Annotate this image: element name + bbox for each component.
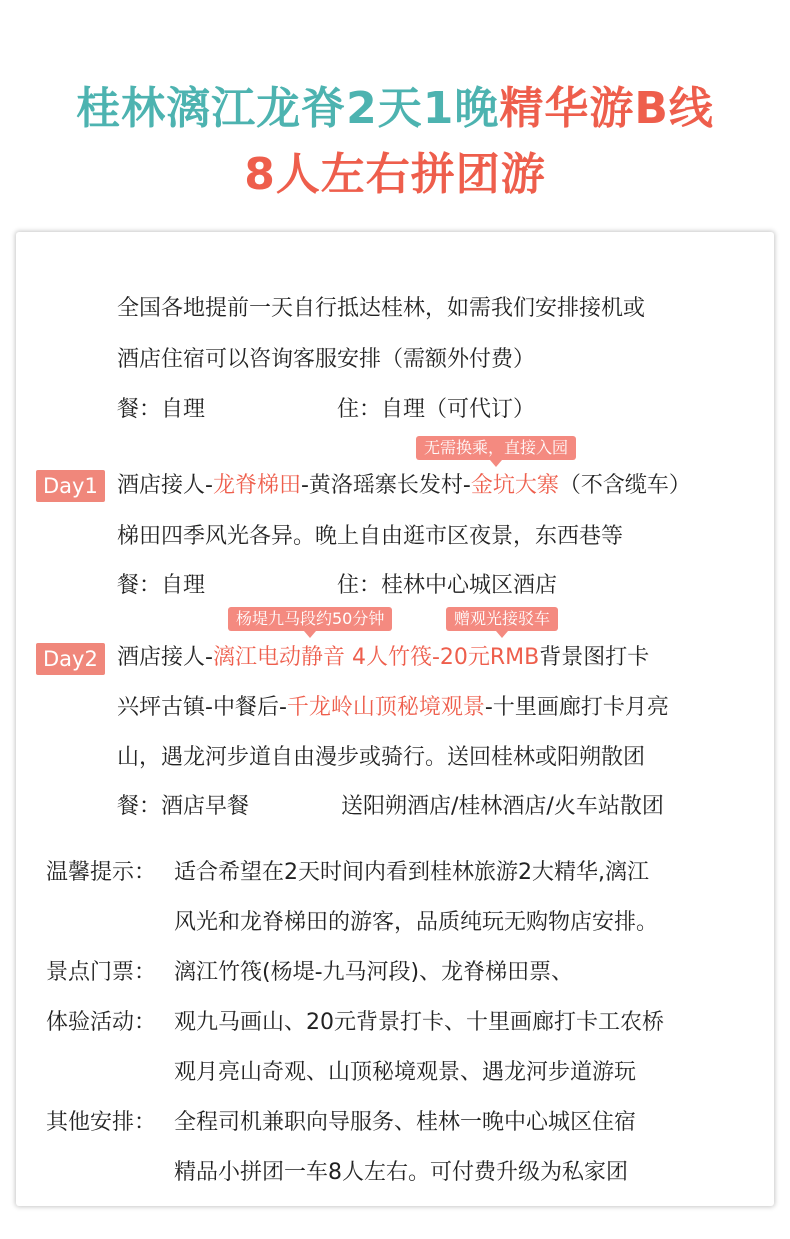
title-part-teal: 桂林漓江龙脊2天1晚: [76, 83, 500, 134]
tips-line2: 风光和龙脊梯田的游客，品质纯玩无购物店安排。: [174, 910, 659, 935]
day1-badge: Day1: [36, 470, 105, 502]
itinerary-card: [16, 232, 774, 1206]
day1-seg-huangluo: -黄洛瑶寨长发村-: [300, 473, 471, 498]
day1-tip: 无需换乘，直接入园: [416, 436, 576, 460]
page-title-line1: [0, 72, 790, 136]
tips-line1: 适合希望在2天时间内看到桂林旅游2大精华,漓江: [174, 860, 649, 885]
day1-route: [117, 471, 691, 501]
other-label: 其他安排：: [46, 1110, 157, 1135]
other-line1: 全程司机兼职向导服务、桂林一晚中心城区住宿: [174, 1110, 637, 1135]
day2-stay: 送阳朔酒店/桂林酒店/火车站散团: [341, 794, 664, 819]
day2-route: [117, 643, 649, 673]
day2-seg-shili: -十里画廊打卡月亮: [484, 695, 669, 720]
day2-line2: [117, 693, 669, 723]
tips-label: 温馨提示：: [46, 860, 157, 885]
day2-tip-boat: 杨堤九马段约50分钟: [228, 607, 392, 631]
day2-seg-photo: 背景图打卡: [539, 645, 650, 670]
intro-line1: 全国各地提前一天自行抵达桂林，如需我们安排接机或: [117, 296, 646, 321]
day2-line3: 山，遇龙河步道自由漫步或骑行。送回桂林或阳朔散团: [117, 745, 646, 770]
day2-meal: 餐：酒店早餐: [117, 794, 250, 819]
day1-seg-pickup: 酒店接人-: [117, 473, 213, 498]
ticket-line1: 漓江竹筏(杨堤-九马河段)、龙脊梯田票、: [174, 960, 574, 985]
experience-line1: 观九马画山、20元背景打卡、十里画廊打卡工农桥: [174, 1010, 664, 1035]
day1-seg-note: （不含缆车）: [558, 473, 691, 498]
day1-meal: 餐：自理: [117, 573, 206, 598]
day2-seg-qianlongling: 千龙岭山顶秘境观景: [286, 695, 485, 720]
other-line2: 精品小拼团一车8人左右。可付费升级为私家团: [174, 1160, 628, 1185]
experience-label: 体验活动：: [46, 1010, 157, 1035]
intro-stay: 住：自理（可代订）: [337, 397, 536, 422]
day1-stay: 住：桂林中心城区酒店: [337, 573, 558, 598]
day1-seg-longji: 龙脊梯田: [212, 473, 301, 498]
day2-seg-pickup: 酒店接人-: [117, 645, 213, 670]
page-title-line2: 8人左右拼团游: [244, 149, 546, 200]
day2-seg-raft: 漓江电动静音 4人竹筏-20元RMB: [212, 645, 540, 670]
intro-line2: 酒店住宿可以咨询客服安排（需额外付费）: [117, 347, 536, 372]
day2-badge: Day2: [36, 643, 105, 675]
day2-tip-shuttle: 赠观光接驳车: [446, 607, 558, 631]
day1-line2: 梯田四季风光各异。晚上自由逛市区夜景，东西巷等: [117, 524, 624, 549]
title-part-red: 精华游B线: [499, 83, 714, 134]
day1-seg-jinkeng: 金坑大寨: [470, 473, 559, 498]
day2-seg-xingping: 兴坪古镇-中餐后-: [117, 695, 287, 720]
ticket-label: 景点门票：: [46, 960, 157, 985]
experience-line2: 观月亮山奇观、山顶秘境观景、遇龙河步道游玩: [174, 1060, 637, 1085]
intro-meal: 餐：自理: [117, 397, 206, 422]
